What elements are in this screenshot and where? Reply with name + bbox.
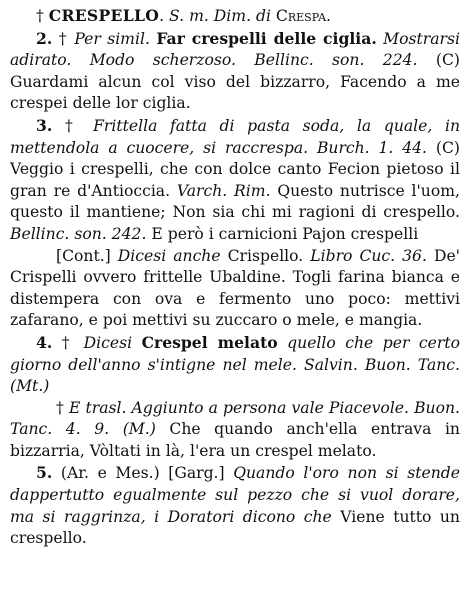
citation: Libro Cuc. 36. [310, 246, 427, 265]
sense-2 [10, 28, 460, 115]
sense-4 [10, 332, 460, 398]
quotation: Questo nutrisce l'uom, questo il mantiene; Non sia chi mi ragioni di crespello. [10, 181, 460, 222]
definition: quello che per certo giorno dell'anno s'intigne nel mele. [10, 333, 460, 374]
quotation: E però i carnicioni Pajon crespelli [151, 224, 419, 243]
quotation: Viene tutto un crespello. [10, 507, 460, 548]
citation: Varch. Rim. [176, 181, 271, 200]
sense-number: 2. [36, 28, 53, 48]
sense-4b [10, 398, 460, 463]
citation: Buon. Tanc. 4. 9. [10, 398, 460, 439]
source-tag: (C) [435, 138, 460, 157]
sense-label: Per simil. [74, 29, 150, 48]
cont-tag: [Cont.] [56, 246, 111, 265]
definition: Mostrarsi adirato. Modo scherzoso. [10, 29, 460, 70]
dagger-mark: † [58, 29, 68, 48]
citation: Burch. 1. 44. [316, 138, 428, 157]
definition: Frittella fatta di pasta soda, la quale, in mettendola a cuocere, si raccrespa. [10, 116, 461, 157]
quotation: De' Crispelli ovvero frittelle Ubaldine. Togli farina bianca e distempera con ova e fermento uno poco: mettivi zafarano, e poi mettivi su zuccaro o mele, e mangia. [10, 246, 460, 330]
source-tag: (Mt.) [10, 377, 50, 396]
quotation: Guardami alcun col viso del bizzarro, Facendo a me crespei delle lor ciglia. [10, 72, 460, 113]
definition: Quando l'oro non si stende dappertutto egualmente sul pezzo che si vuol dorare, ma si raggrinza, i Doratori dicono che [10, 464, 460, 526]
dagger-mark: † [61, 333, 75, 352]
reference-word: Crespa. [275, 7, 331, 25]
grammar-note: S. m. Dim. di [169, 7, 271, 25]
sense-number: 5. [36, 463, 53, 483]
sense-5 [10, 462, 460, 549]
citation: Bellinc. son. 224. [254, 51, 418, 70]
phrase: Far crespelli delle ciglia. [156, 28, 377, 48]
source-tag: (Ar. e Mes.) [Garg.] [60, 464, 225, 483]
cont-note [10, 246, 460, 332]
sense-label: Dicesi [83, 333, 133, 352]
sense-3 [10, 115, 460, 246]
citation: Bellinc. son. 242. [10, 224, 147, 243]
quotation: Veggio i crespelli, che con dolce canto Fecion pietoso il gran re d'Antioccia. [10, 160, 460, 200]
variant-word: Crispello. [227, 246, 304, 265]
sense-number: 4. [36, 332, 53, 352]
quotation: Che quando anch'ella entrava in bizzarria, Vòltati in là, l'era un crespel melato. [10, 420, 460, 460]
entry-headword-line: † CRESPELLO. S. m. Dim. di Crespa. [36, 6, 331, 25]
cont-text: Dicesi anche [117, 246, 221, 265]
citation: Salvin. Buon. Tanc. [304, 355, 460, 374]
headword: CRESPELLO [48, 6, 160, 25]
dagger-mark: † [64, 116, 81, 135]
source-tag: (C) [435, 51, 460, 70]
dagger-mark: † [36, 7, 44, 25]
sense-number: 3. [36, 115, 53, 135]
source-tag: (M.) [122, 420, 156, 439]
phrase: Crespel melato [141, 332, 278, 352]
dagger-mark: † [56, 398, 64, 417]
sense-label: E trasl. Aggiunto a persona vale Piacevole. [69, 398, 409, 417]
